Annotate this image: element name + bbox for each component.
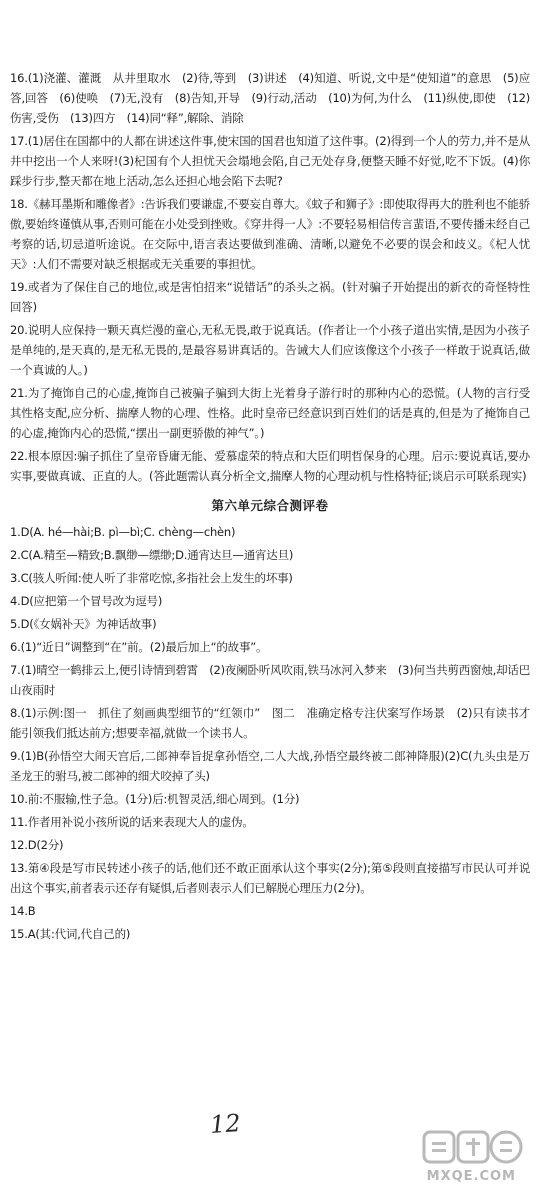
test-answer-5: 5.D(《女娲补天》为神话故事) — [10, 617, 157, 631]
test-answer-15: 15.A(其:代词,代自己的) — [10, 927, 131, 941]
test-answer-10: 10.前:不服输,性子急。(1分)后:机智灵活,细心周到。(1分) — [10, 792, 300, 806]
test-answer-9: 9.(1)B(孙悟空大闹天宫后,二郎神奉旨捉拿孙悟空,二人大战,孙悟空最终被二郎神降服)(2)C(九头虫是万圣龙王的驸马,被二郎神的细犬咬掉了头) — [10, 749, 530, 783]
answer-item-17: 17.(1)居住在国都中的人都在讲述这件事,使宋国的国君也知道了这件事。(2)得到一个人的劳力,并不是从井中挖出一个人来呀!(3)杞国有个人担忧天会塌地会陷,自己无处存身,便整天睡不好觉,吃不下饭。(4)你踩步行步,整天都在地上活动,怎么还担心地会陷下去呢? — [10, 134, 530, 188]
answer-content — [10, 68, 530, 944]
answer-item-20: 20.说明人应保持一颗天真烂漫的童心,无私无畏,敢于说真话。(作者让一个小孩子道出实情,是因为小孩子是单纯的,是天真的,是无私无畏的,是最容易讲真话的。告诫大人们应该像这个小孩子一样敢于说真话,做一个真诚的人。) — [10, 323, 530, 377]
watermark-text: MXQE.COM — [426, 1169, 516, 1184]
watermark-logo — [420, 1126, 530, 1192]
test-answer-1: 1.D(A. hé—hài;B. pì—bì;C. chèng—chèn) — [10, 525, 236, 539]
test-answer-12: 12.D(2分) — [10, 838, 64, 852]
test-answer-7: 7.(1)晴空一鹤排云上,便引诗情到碧霄 (2)夜阑卧听风吹雨,铁马冰河入梦来 (3)何当共剪西窗烛,却话巴山夜雨时 — [10, 663, 531, 697]
test-answer-11: 11.作者用补说小孩所说的话来表现大人的虚伪。 — [10, 815, 254, 829]
answer-item-22: 22.根本原因:骗子抓住了皇帝昏庸无能、爱慕虚荣的特点和大臣们明哲保身的心理。启示:要说真话,要办实事,要做真诚、正直的人。(答此题需认真分析全文,揣摩人物的心理动机与性格特征;谈启示可联系现实) — [10, 449, 530, 483]
answer-item-21: 21.为了掩饰自己的心虚,掩饰自己被骗子骗到大街上光着身子游行时的那种内心的恐慌。(人物的言行受其性格支配,应分析、揣摩人物的心理、性格。此时皇帝已经意识到百姓们的话是真的,但是为了掩饰自己的心虚,掩饰内心的恐慌,“摆出一副更骄傲的神气”。) — [10, 386, 530, 440]
test-answer-6: 6.(1)“近日”调整到“在”前。(2)最后加上“的故事”。 — [10, 640, 268, 654]
test-answer-14: 14.B — [10, 904, 36, 918]
test-answer-13: 13.第④段是写市民转述小孩子的话,他们还不敢正面承认这个事实(2分);第⑤段则直接描写市民认可并说出这个事实,前者表示还存有疑惧,后者则表示人们已解脱心理压力(2分)。 — [10, 861, 530, 895]
answer-item-19: 19.或者为了保住自己的地位,或是害怕招来“说错话”的杀头之祸。(针对骗子开始提出的新衣的奇怪特性回答) — [10, 280, 530, 314]
answer-item-18: 18.《赫耳墨斯和雕像者》:告诉我们要谦虚,不要妄自尊大。《蚊子和狮子》:即使取得再大的胜利也不能骄傲,要始终谨慎从事,否则可能在小处受到挫败。《穿井得一人》:不要轻易相信传言蜚语,不要传播未经自己考察的话,切忌道听途说。在交际中,语言表达要做到准确、清晰,以避免不必要的误会和歧义。《杞人忧天》:人们不需要对缺乏根据或无关重要的事担忧。 — [10, 197, 530, 271]
test-answer-8: 8.(1)示例:图一 抓住了刻画典型细节的“红领巾” 图二 准确定格专注伏案写作场景 (2)只有读书才能引领我们抵达前方;想要幸福,就做一个读书人。 — [10, 706, 530, 740]
section-title: 第六单元综合测评卷 — [211, 498, 329, 513]
test-answer-4: 4.D(应把第一个冒号改为逗号) — [10, 594, 163, 608]
test-answer-3: 3.C(骇人听闻:使人听了非常吃惊,多指社会上发生的坏事) — [10, 571, 293, 585]
page-number: 12 — [209, 1108, 242, 1140]
answer-item-16: 16.(1)浇灌、灌溉 从井里取水 (2)待,等到 (3)讲述 (4)知道、听说,文中是“使知道”的意思 (5)应答,回答 (6)使唤 (7)无,没有 (8)告知,开导 (9)行动,活动 (10)为何,为什么 (11)纵使,即使 (12)伤害,受伤 (13)四方 (14)同“释”,解除、消除 — [10, 71, 530, 125]
test-answer-2: 2.C(A.精至—精致;B.飘缈—缥缈;D.通宵达旦—通宵达旦) — [10, 548, 294, 562]
